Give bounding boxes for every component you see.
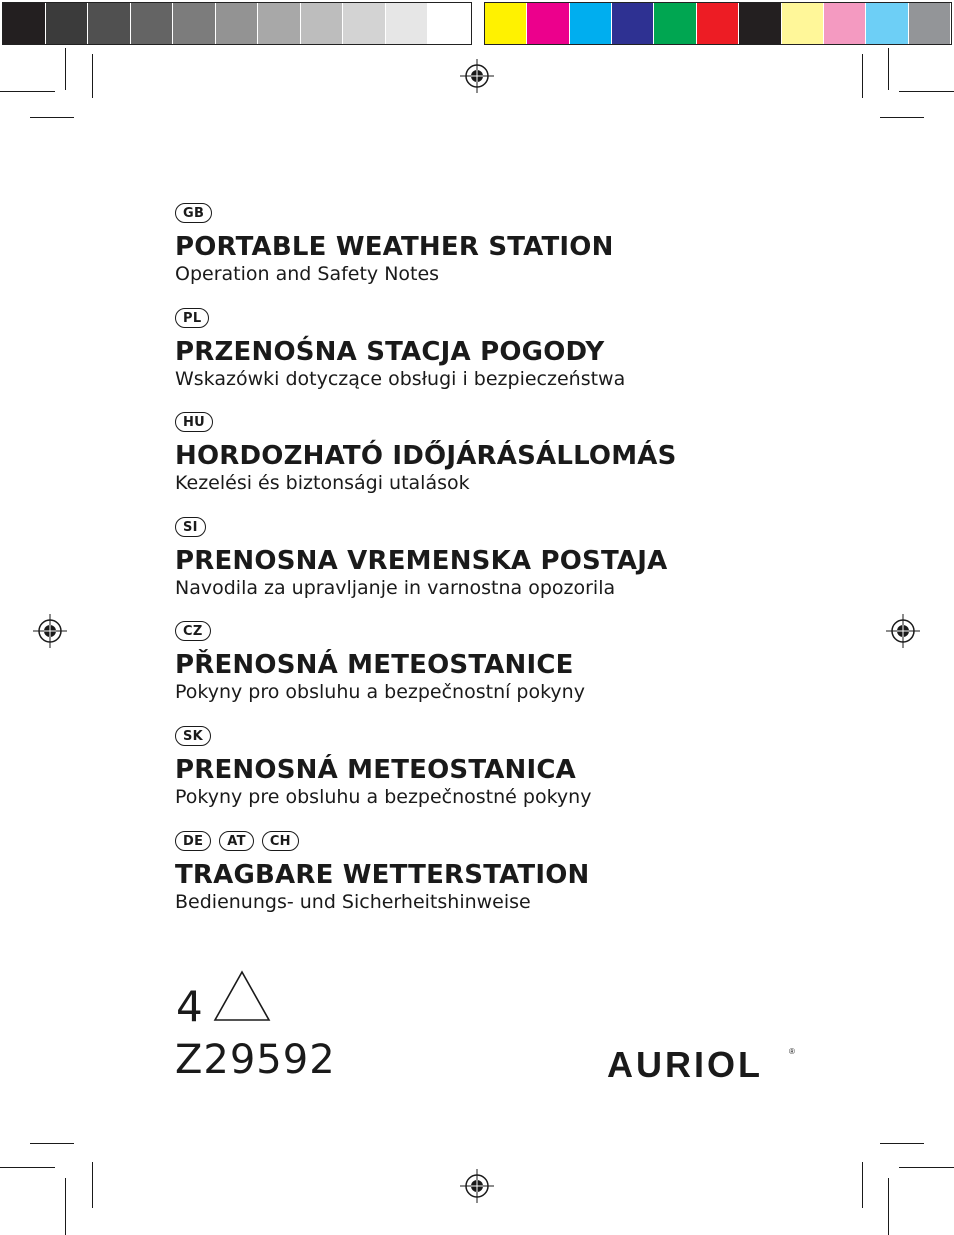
section-title: PRZENOŚNA STACJA POGODY: [175, 337, 605, 367]
warning-number: 4: [176, 982, 203, 1031]
color-swatch: [570, 3, 612, 44]
language-badges: [175, 203, 895, 225]
language-badge: DE: [175, 831, 211, 851]
language-badge: SI: [175, 517, 206, 537]
registration-mark-icon: [460, 1169, 494, 1203]
section-title: PORTABLE WEATHER STATION: [175, 232, 614, 262]
color-calibration-bar: [484, 2, 952, 45]
section-title: HORDOZHATÓ IDŐJÁRÁSÁLLOMÁS: [175, 441, 677, 471]
language-badges: [175, 412, 895, 434]
section-title: PŘENOSNÁ METEOSTANICE: [175, 650, 574, 680]
language-badge: HU: [175, 412, 213, 432]
language-badge: CZ: [175, 621, 211, 641]
language-section-hu: [175, 412, 895, 494]
section-subtitle: Pokyny pro obsluhu a bezpečnostní pokyny: [175, 681, 585, 703]
language-badges: [175, 726, 895, 748]
color-swatch: [782, 3, 824, 44]
color-swatch: [824, 3, 866, 44]
language-section-gb: [175, 203, 895, 285]
brand-logo: [607, 1044, 797, 1084]
section-subtitle: Pokyny pre obsluhu a bezpečnostné pokyny: [175, 786, 592, 808]
gray-swatch: [301, 3, 344, 44]
color-swatch: [527, 3, 569, 44]
language-badge: GB: [175, 203, 212, 223]
section-subtitle: Kezelési és biztonsági utalások: [175, 472, 470, 494]
color-swatch: [485, 3, 527, 44]
language-section-de-at-ch: [175, 831, 895, 913]
gray-swatch: [216, 3, 259, 44]
gray-swatch: [386, 3, 429, 44]
registered-mark: ®: [789, 1047, 795, 1056]
section-title: PRENOSNÁ METEOSTANICA: [175, 755, 576, 785]
color-swatch: [739, 3, 781, 44]
color-swatch: [909, 3, 951, 44]
section-subtitle: Wskazówki dotyczące obsługi i bezpieczeństwa: [175, 368, 626, 390]
language-section-sk: [175, 726, 895, 808]
section-subtitle: Navodila za upravljanje in varnostna opozorila: [175, 577, 616, 599]
language-section-cz: [175, 621, 895, 703]
model-number: Z29592: [175, 1037, 336, 1083]
language-badges: [175, 831, 895, 853]
color-swatch: [654, 3, 696, 44]
triangle-outline-icon: [212, 970, 272, 1022]
gray-swatch: [258, 3, 301, 44]
registration-mark-icon: [33, 614, 67, 648]
gray-swatch: [46, 3, 89, 44]
gray-swatch: [428, 3, 471, 44]
registration-mark-icon: [460, 59, 494, 93]
section-title: TRAGBARE WETTERSTATION: [175, 860, 590, 890]
language-badge: PL: [175, 308, 209, 328]
gray-swatch: [3, 3, 46, 44]
section-title: PRENOSNA VREMENSKA POSTAJA: [175, 546, 668, 576]
gray-swatch: [131, 3, 174, 44]
color-swatch: [612, 3, 654, 44]
language-badge: CH: [262, 831, 299, 851]
language-badge: SK: [175, 726, 211, 746]
section-subtitle: Bedienungs- und Sicherheitshinweise: [175, 891, 531, 913]
language-badges: [175, 517, 895, 539]
language-badge: AT: [219, 831, 254, 851]
grayscale-calibration-bar: [2, 2, 472, 45]
language-badges: [175, 621, 895, 643]
brand-name: AURIOL: [607, 1044, 763, 1084]
color-swatch: [866, 3, 908, 44]
language-section-pl: [175, 308, 895, 390]
gray-swatch: [173, 3, 216, 44]
language-section-si: [175, 517, 895, 599]
section-subtitle: Operation and Safety Notes: [175, 263, 440, 285]
color-swatch: [697, 3, 739, 44]
gray-swatch: [88, 3, 131, 44]
language-badges: [175, 308, 895, 330]
gray-swatch: [343, 3, 386, 44]
